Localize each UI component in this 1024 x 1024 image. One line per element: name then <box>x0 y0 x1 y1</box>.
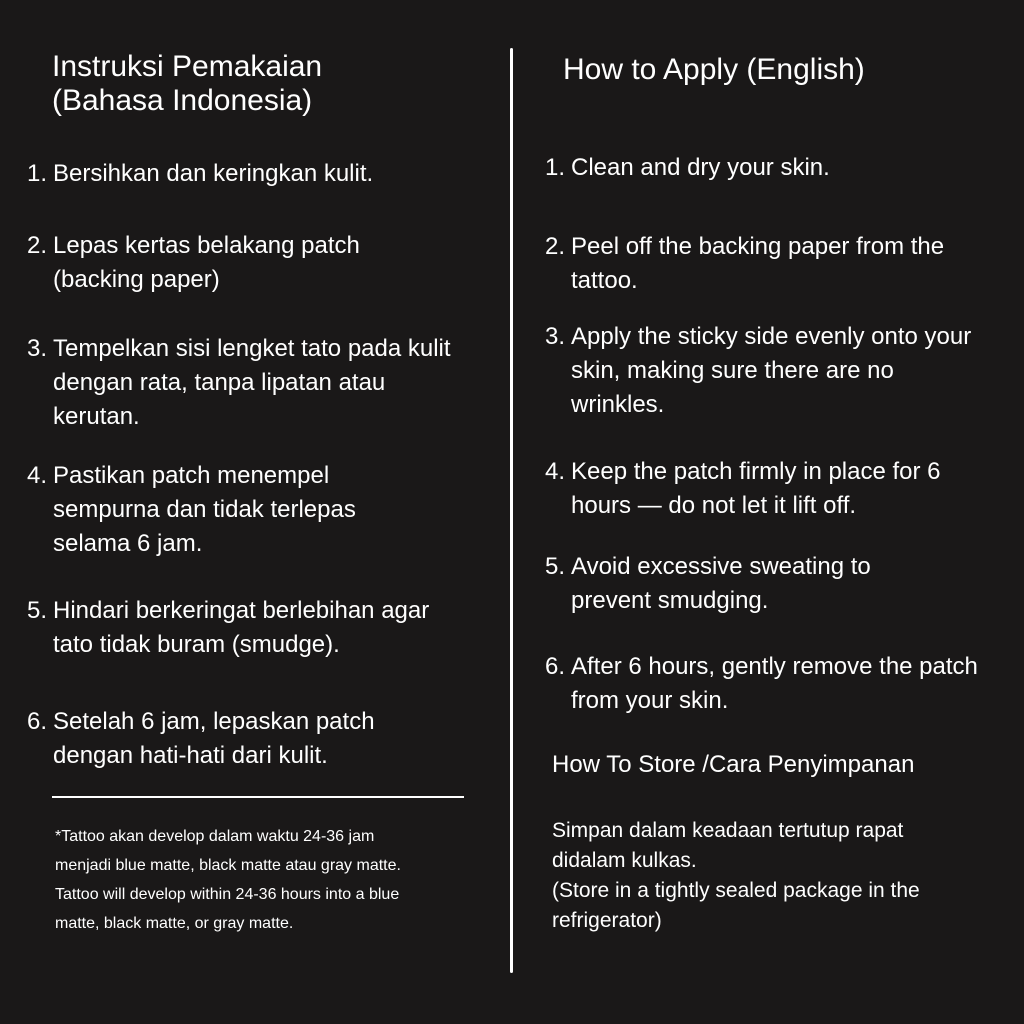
storage-text: Simpan dalam keadaan tertutup rapat didalam kulkas. (Store in a tightly sealed package in the refrigerator) <box>552 819 920 932</box>
step-number: 5. <box>545 553 566 580</box>
indonesian-step-6 <box>27 705 447 773</box>
step-number: 6. <box>27 708 48 735</box>
english-step-4 <box>545 455 1000 523</box>
step-text: Apply the sticky side evenly onto your skin, making sure there are no wrinkles. <box>571 323 972 418</box>
english-step-6 <box>545 650 985 718</box>
step-text: Hindari berkeringat berlebihan agar tato tidak buram (smudge). <box>53 597 430 658</box>
step-text: Lepas kertas belakang patch (backing paper) <box>53 232 360 293</box>
step-number: 2. <box>27 232 48 259</box>
indonesian-step-5 <box>27 594 467 662</box>
english-step-5 <box>545 550 945 618</box>
step-text: Setelah 6 jam, lepaskan patch dengan hati-hati dari kulit. <box>53 708 375 769</box>
step-text: After 6 hours, gently remove the patch from your skin. <box>571 653 978 714</box>
english-title: How to Apply (English) <box>563 53 865 86</box>
english-step-2 <box>545 230 965 298</box>
indonesian-step-1 <box>27 157 487 191</box>
step-number: 5. <box>27 597 48 624</box>
step-text: Keep the patch firmly in place for 6 hours — do not let it lift off. <box>571 458 941 519</box>
indonesian-step-4 <box>27 459 427 561</box>
horizontal-divider <box>52 796 464 798</box>
step-number: 4. <box>545 458 566 485</box>
develop-note: *Tattoo akan develop dalam waktu 24-36 jam menjadi blue matte, black matte atau gray matte. Tattoo will develop within 24-36 hours into a blue matte, black matte, or gray matte. <box>55 828 401 932</box>
english-step-1 <box>545 151 985 185</box>
indonesian-title: Instruksi Pemakaian (Bahasa Indonesia) <box>52 50 323 117</box>
step-number: 4. <box>27 462 48 489</box>
storage-title: How To Store /Cara Penyimpanan <box>552 751 915 778</box>
step-number: 3. <box>27 335 48 362</box>
step-text: Tempelkan sisi lengket tato pada kulit dengan rata, tanpa lipatan atau kerutan. <box>53 335 451 430</box>
indonesian-step-3 <box>27 332 467 434</box>
english-step-3 <box>545 320 985 422</box>
step-text: Pastikan patch menempel sempurna dan tidak terlepas selama 6 jam. <box>53 462 356 557</box>
vertical-divider <box>510 48 513 973</box>
indonesian-step-2 <box>27 229 427 297</box>
step-number: 1. <box>545 154 566 181</box>
step-text: Avoid excessive sweating to prevent smudging. <box>571 553 871 614</box>
step-number: 2. <box>545 233 566 260</box>
step-text: Clean and dry your skin. <box>571 154 830 181</box>
step-number: 3. <box>545 323 566 350</box>
step-number: 1. <box>27 160 48 187</box>
step-text: Peel off the backing paper from the tattoo. <box>571 233 945 294</box>
step-text: Bersihkan dan keringkan kulit. <box>53 160 374 187</box>
step-number: 6. <box>545 653 566 680</box>
